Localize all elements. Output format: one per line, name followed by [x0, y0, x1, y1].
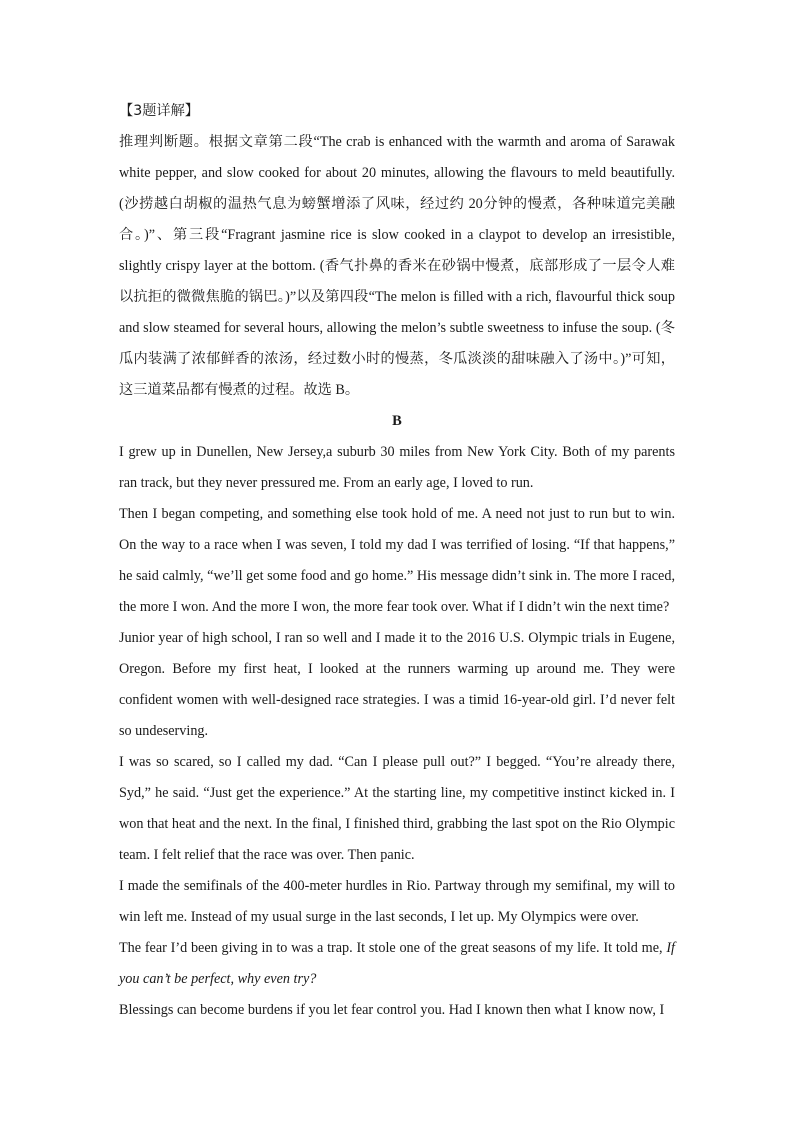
passage-paragraph-7: Blessings can become burdens if you let fear control you. Had I known then what I know now, I: [119, 1002, 665, 1018]
paragraph-6-italic-quote: If you can’t be perfect, why even try?: [119, 940, 675, 987]
passage-paragraph-2: Then I began competing, and something else took hold of me. A need not just to run but to win. On the way to a race when I was seven, I told my dad I was terrified of losing. “If that happens,” he said calmly, “we’ll get some food and go home.” His message didn’t sink in. The more I raced, the more I won. And the more I won, the more fear took over. What if I didn’t win the next time?: [119, 506, 675, 615]
passage-paragraph-5: I made the semifinals of the 400-meter hurdles in Rio. Partway through my semifinal, my will to win left me. Instead of my usual surge in the last seconds, I let up. My Olympics were over.: [119, 878, 675, 925]
analysis-text: 推理判断题。根据文章第二段“The crab is enhanced with the warmth and aroma of Sarawak white pepper, and slow cooked for about 20 minutes, allowing the flavours to meld beautifully. (沙捞越白胡椒的温热气息为螃蟹增添了风味，经过约 20分钟的慢煮，各种味道完美融合。)”、第三段“Fragrant jasmine rice is slow cooked in a claypot to develop an irresistible, slightly crispy layer at the bottom. (香气扑鼻的香米在砂锅中慢煮，底部形成了一层令人难以抗拒的微微焦脆的锅巴。)”以及第四段“The melon is filled with a rich, flavourful thick soup and slow steamed for several hours, allowing the melon’s subtle sweetness to infuse the soup. (冬瓜内装满了浓郁鲜香的浓汤，经过数小时的慢蒸，冬瓜淡淡的甜味融入了汤中。)”可知，这三道菜品都有慢煮的过程。故选 B。: [119, 134, 675, 398]
passage-paragraph-3: Junior year of high school, I ran so well and I made it to the 2016 U.S. Olympic trials in Eugene, Oregon. Before my first heat, I looked at the runners warming up around me. They were confident women with well-designed race strategies. I was a timid 16-year-old girl. I’d never felt so undeserving.: [119, 630, 675, 739]
passage-paragraph-1: I grew up in Dunellen, New Jersey,a suburb 30 miles from New York City. Both of my parents ran track, but they never pressured me. From an early age, I loved to run.: [119, 444, 675, 491]
page-content: [119, 96, 675, 1026]
passage-title: B: [392, 413, 402, 429]
analysis-heading: 【3题详解】: [119, 103, 199, 119]
passage-paragraph-6: [119, 933, 675, 995]
paragraph-6-text: The fear I’d been giving in to was a trap. It stole one of the great seasons of my life. It told me,: [119, 940, 667, 956]
passage-paragraph-4: I was so scared, so I called my dad. “Can I please pull out?” I begged. “You’re already there, Syd,” he said. “Just get the experience.” At the starting line, my competitive instinct kicked in. I won that heat and the next. In the final, I finished third, grabbing the last spot on the Rio Olympic team. I felt relief that the race was over. Then panic.: [119, 754, 675, 863]
